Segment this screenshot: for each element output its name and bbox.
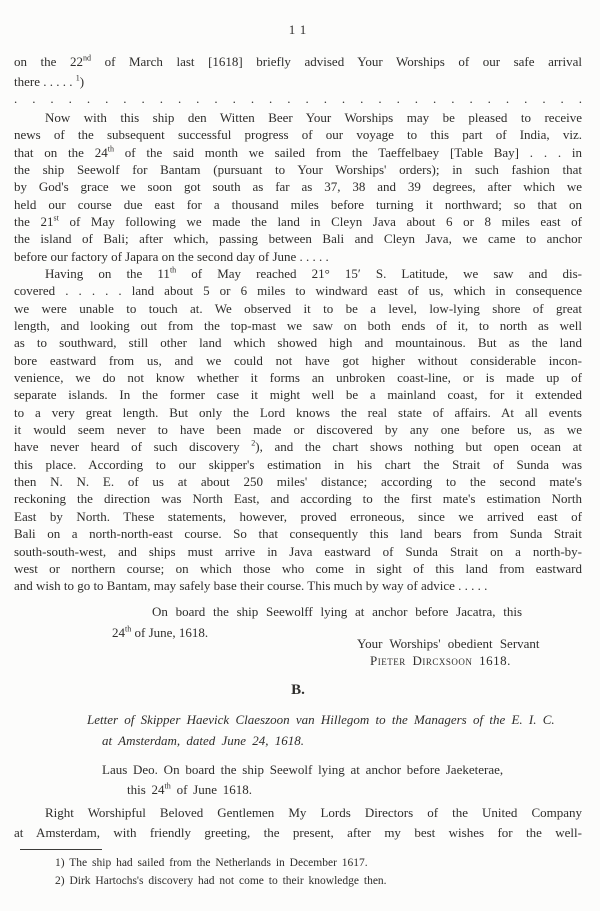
text-line: have never heard of such discovery $^2$), and the chart shows nothing but open ocean at: [14, 439, 582, 455]
text-line: south-south-west, and ships must arrive in Java eastward of Sunda Strait on a north-by-: [14, 543, 582, 559]
letter-heading: [14, 710, 582, 751]
letter-heading-line-2: at Amsterdam, dated June 24, 1618.: [102, 732, 305, 748]
text-line: we were unable to touch at. We observed it to be a level, low-lying shore of great: [14, 300, 582, 316]
closing-signature-name: Pieter Dircxsoon 1618.: [370, 653, 511, 668]
text-line: west or northern course; on which those who come in sight of this land from eastward: [14, 560, 582, 576]
intro-paragraph: [14, 52, 582, 91]
text-line: held our course due east for a thousand miles before turning it northward; so that on: [14, 196, 582, 212]
text-line: on the 22nd of March last [1618] briefly advised Your Worships of our safe arrival: [14, 53, 583, 69]
text-line: before our factory of Japara on the second day of June . . . . .: [14, 248, 329, 264]
text-line: covered . . . . . land about 5 or 6 miles to windward east of us, which in consequence: [14, 283, 582, 299]
text-line: as to southward, still other land which showed high and mountainous. But as the land: [14, 335, 582, 351]
ellipsis-row: . . . . . . . . . . . . . . . . . . . . . . . . . . . . . . . .: [14, 91, 582, 106]
signature-place-line: On board the ship Seewolff lying at anchor before Jacatra, this: [152, 604, 523, 619]
text-line: Now with this ship den Witten Beer Your Worships may be pleased to receive: [45, 110, 582, 125]
text-line: then N. N. E. of us at about 250 miles' distance; according to the second mate's: [14, 474, 582, 490]
page-number: 11: [288, 22, 312, 37]
text-line: the 21st of May following we made the land in Cleyn Java about 6 or 8 miles east of: [14, 213, 582, 230]
text-line: Having on the 11th of May reached 21° 15′ S. Latitude, we saw and dis-: [45, 265, 582, 281]
text-line: the ship Seewolf for Bantam (pursuant to Your Worships' orders); in such fashion that: [14, 162, 582, 178]
text-line: and wish to go to Bantam, may safely base their course. This much by way of advice . . . . .: [14, 578, 488, 594]
text-line: Right Worshipful Beloved Gentlemen My Lords Directors of the United Company: [45, 805, 582, 820]
footnote-1: [55, 857, 368, 869]
footnote-1-text: The ship had sailed from the Netherlands in December 1617.: [69, 857, 368, 869]
closing-salutation: Your Worships' obedient Servant: [357, 636, 540, 651]
laus-deo-block: [14, 760, 582, 799]
text-line: by God's grace we soon got south as far as 37, 38 and 39 degrees, after which we: [14, 179, 582, 195]
text-line: it would seem never to have been made or discovered by any one before us, as we: [14, 422, 582, 438]
text-line: East by North. These statements, however, proved erroneous, since we arrived east of: [14, 508, 582, 524]
text-line: bore eastward from us, and we could not have got higher without considerable incon-: [14, 352, 582, 368]
paragraph-discovery: [14, 265, 582, 595]
text-line: the island of Bali; after which, passing between Bali and Cleyn Java, we came to anchor: [14, 231, 582, 247]
text-line: this place. According to our skipper's estimation in his chart the Strait of Sunda was: [14, 456, 582, 472]
section-heading-b: B.: [291, 682, 305, 698]
paragraph-salutation: [14, 803, 582, 842]
laus-deo-line-1: Laus Deo. On board the ship Seewolf lying at anchor before Jaeketerae,: [102, 762, 504, 777]
letter-heading-line-1: Letter of Skipper Haevick Claeszoon van Hillegom to the Managers of the E. I. C.: [87, 712, 555, 727]
text-line: separate islands. In the former case it might well be a mainland coast, for it extended: [14, 387, 582, 403]
text-line: reckoning the direction was North East, and according to the first mate's estimation North: [14, 491, 582, 507]
text-line: at Amsterdam, with friendly greeting, the present, after my best wishes for the well-: [14, 824, 582, 840]
paragraph-voyage: [14, 109, 582, 265]
footnote-separator: [20, 849, 102, 850]
text-line: length, and looking out from the top-mast we saw on both ends of it, to north as well: [14, 318, 582, 334]
text-line: Bali on a north-north-east course. So that consequently this land bears from Sunda Strait: [14, 526, 582, 542]
footnote-2: [55, 875, 387, 887]
footnote-2-ref: 2): [55, 875, 65, 887]
text-line: there . . . . . $^1$): [14, 73, 85, 89]
footnote-2-text: Dirk Hartochs's discovery had not come to their knowledge then.: [69, 875, 387, 887]
laus-deo-line-2: this 24th of June 1618.: [127, 781, 252, 797]
text-line: to a very great length. But only the Lord knows the real state of affairs. At all events: [14, 404, 582, 420]
footnote-1-ref: 1): [55, 857, 65, 869]
signature-date-line: 24th of June, 1618.: [112, 624, 209, 640]
text-line: news of the subsequent successful progress of our voyage to this part of India, viz.: [14, 127, 582, 143]
text-line: venience, we do not know whether it forms an unbroken coast-line, or is made up of: [14, 370, 582, 386]
text-line: that on the 24th of the said month we sailed from the Taeffelbaey [Table Bay] . . . in: [14, 144, 582, 160]
